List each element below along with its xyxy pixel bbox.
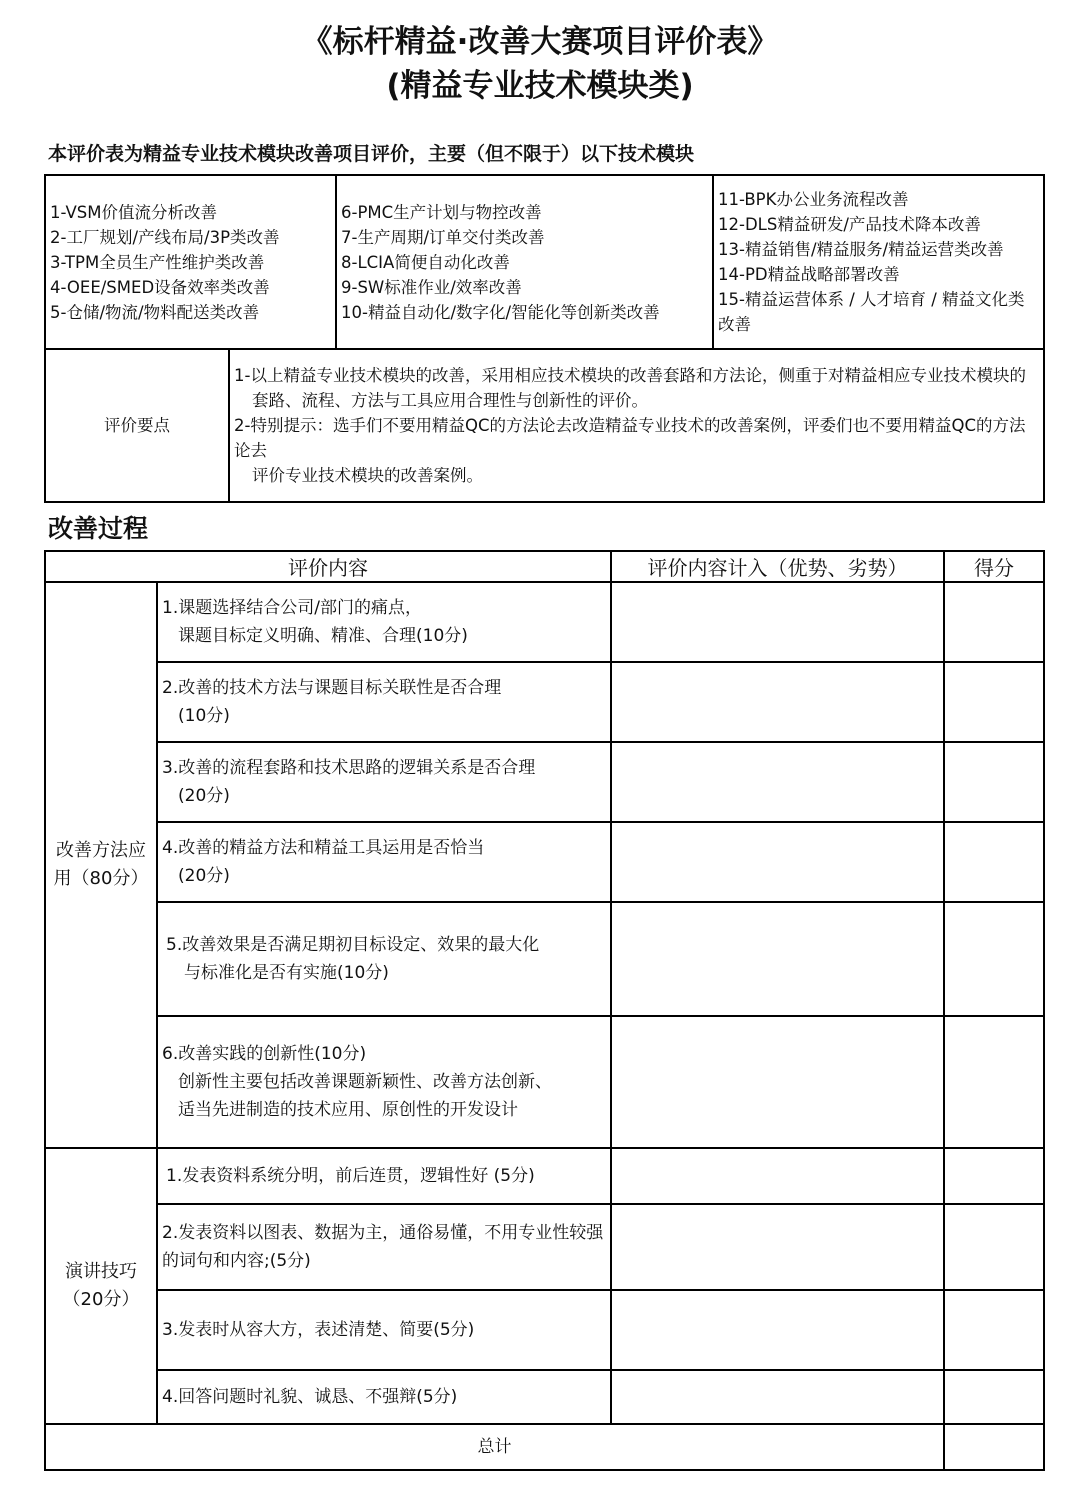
header-content: 评价内容	[45, 551, 611, 582]
notes-cell[interactable]	[611, 742, 944, 822]
criteria-item	[157, 822, 611, 902]
criteria-line: 6.改善实践的创新性(10分)	[162, 1044, 367, 1064]
criteria-line: (20分)	[178, 786, 230, 806]
score-cell[interactable]	[944, 902, 1044, 1016]
criteria-line: 与标准化是否有实施(10分)	[184, 963, 389, 983]
modules-col-2	[336, 175, 713, 349]
key-point-line: 1-以上精益专业技术模块的改善，采用相应技术模块的改善套路和方法论，侧重于对精益相应专业技术模块的	[234, 366, 1026, 385]
module-item: 13-精益销售/精益服务/精益运营类改善	[718, 240, 1004, 259]
module-item: 1-VSM价值流分析改善	[50, 202, 217, 222]
criteria-item	[157, 1148, 611, 1204]
modules-col-3	[713, 175, 1044, 349]
score-cell[interactable]	[944, 822, 1044, 902]
criteria-line: 2.改善的技术方法与课题目标关联性是否合理	[162, 678, 502, 698]
score-cell[interactable]	[944, 662, 1044, 742]
key-points-label: 评价要点	[45, 349, 229, 502]
key-points-table	[44, 348, 1045, 503]
criteria-item	[157, 902, 611, 1016]
intro-text: 本评价表为精益专业技术模块改善项目评价，主要（但不限于）以下技术模块	[48, 143, 695, 165]
notes-cell[interactable]	[611, 902, 944, 1016]
criteria-line: 1.发表资料系统分明，前后连贯，逻辑性好 (5分)	[166, 1166, 535, 1186]
module-item: 6-PMC生产计划与物控改善	[341, 202, 542, 222]
criteria-line: 4.改善的精益方法和精益工具运用是否恰当	[162, 838, 485, 858]
criteria-line: 1.课题选择结合公司/部门的痛点，	[162, 598, 422, 618]
criteria-item	[157, 1204, 611, 1290]
criteria-line: 适当先进制造的技术应用、原创性的开发设计	[178, 1100, 518, 1120]
criteria-line: 课题目标定义明确、精准、合理(10分)	[178, 626, 468, 646]
criteria-line: (10分)	[178, 706, 230, 726]
criteria-line: (20分)	[178, 866, 230, 886]
criteria-item	[157, 662, 611, 742]
section-title: 改善过程	[48, 514, 149, 543]
score-cell[interactable]	[944, 1148, 1044, 1204]
total-label: 总计	[45, 1424, 944, 1470]
category-method: 改善方法应用（80分）	[45, 582, 157, 1148]
criteria-line: 创新性主要包括改善课题新颖性、改善方法创新、	[178, 1072, 552, 1092]
criteria-line: 5.改善效果是否满足期初目标设定、效果的最大化	[166, 935, 540, 955]
score-cell[interactable]	[944, 1016, 1044, 1148]
module-item: 5-仓储/物流/物料配送类改善	[50, 302, 260, 322]
notes-cell[interactable]	[611, 1016, 944, 1148]
notes-cell[interactable]	[611, 822, 944, 902]
key-points-text	[229, 349, 1044, 502]
key-point-line: 2-特别提示：选手们不要用精益QC的方法论去改造精益专业技术的改善案例，评委们也不要用精益QC的方法论去	[234, 416, 1026, 460]
modules-table	[44, 174, 1045, 350]
criteria-item	[157, 1016, 611, 1148]
module-item: 14-PD精益战略部署改善	[718, 265, 900, 284]
header-notes: 评价内容计入（优势、劣势）	[611, 551, 944, 582]
module-item: 12-DLS精益研发/产品技术降本改善	[718, 215, 981, 234]
module-item: 8-LCIA简便自动化改善	[341, 252, 510, 272]
header-score: 得分	[944, 551, 1044, 582]
notes-cell[interactable]	[611, 1370, 944, 1424]
key-point-line: 套路、流程、方法与工具应用合理性与创新性的评价。	[252, 391, 648, 410]
modules-col-1	[45, 175, 336, 349]
notes-cell[interactable]	[611, 1148, 944, 1204]
evaluation-table	[44, 550, 1045, 1471]
criteria-line: 4.回答问题时礼貌、诚恳、不强辩(5分)	[162, 1387, 458, 1407]
module-item: 9-SW标准作业/效率改善	[341, 277, 522, 297]
criteria-item	[157, 582, 611, 662]
module-item: 7-生产周期/订单交付类改善	[341, 227, 545, 247]
score-cell[interactable]	[944, 1290, 1044, 1370]
key-point-line: 评价专业技术模块的改善案例。	[252, 466, 483, 485]
module-item: 3-TPM全员生产性维护类改善	[50, 252, 265, 272]
module-item: 11-BPK办公业务流程改善	[718, 190, 909, 209]
criteria-item	[157, 1290, 611, 1370]
notes-cell[interactable]	[611, 662, 944, 742]
notes-cell[interactable]	[611, 1290, 944, 1370]
score-cell[interactable]	[944, 742, 1044, 822]
form-title: 《标杆精益·改善大赛项目评价表》	[301, 24, 779, 60]
criteria-item	[157, 742, 611, 822]
module-item: 10-精益自动化/数字化/智能化等创新类改善	[341, 302, 660, 322]
criteria-item	[157, 1370, 611, 1424]
module-item: 2-工厂规划/产线布局/3P类改善	[50, 227, 280, 247]
score-cell[interactable]	[944, 1370, 1044, 1424]
criteria-line: 3.发表时从容大方，表述清楚、简要(5分)	[162, 1320, 475, 1340]
module-item: 4-OEE/SMED设备效率类改善	[50, 277, 270, 297]
total-score-cell[interactable]	[944, 1424, 1044, 1470]
notes-cell[interactable]	[611, 582, 944, 662]
score-cell[interactable]	[944, 582, 1044, 662]
category-presentation: 演讲技巧（20分）	[45, 1148, 157, 1424]
form-subtitle: (精益专业技术模块类)	[386, 68, 694, 104]
score-cell[interactable]	[944, 1204, 1044, 1290]
notes-cell[interactable]	[611, 1204, 944, 1290]
criteria-line: 3.改善的流程套路和技术思路的逻辑关系是否合理	[162, 758, 536, 778]
criteria-line: 2.发表资料以图表、数据为主，通俗易懂，不用专业性较强的词句和内容;(5分)	[162, 1223, 604, 1271]
module-item: 15-精益运营体系 / 人才培育 / 精益文化类改善	[718, 290, 1025, 334]
